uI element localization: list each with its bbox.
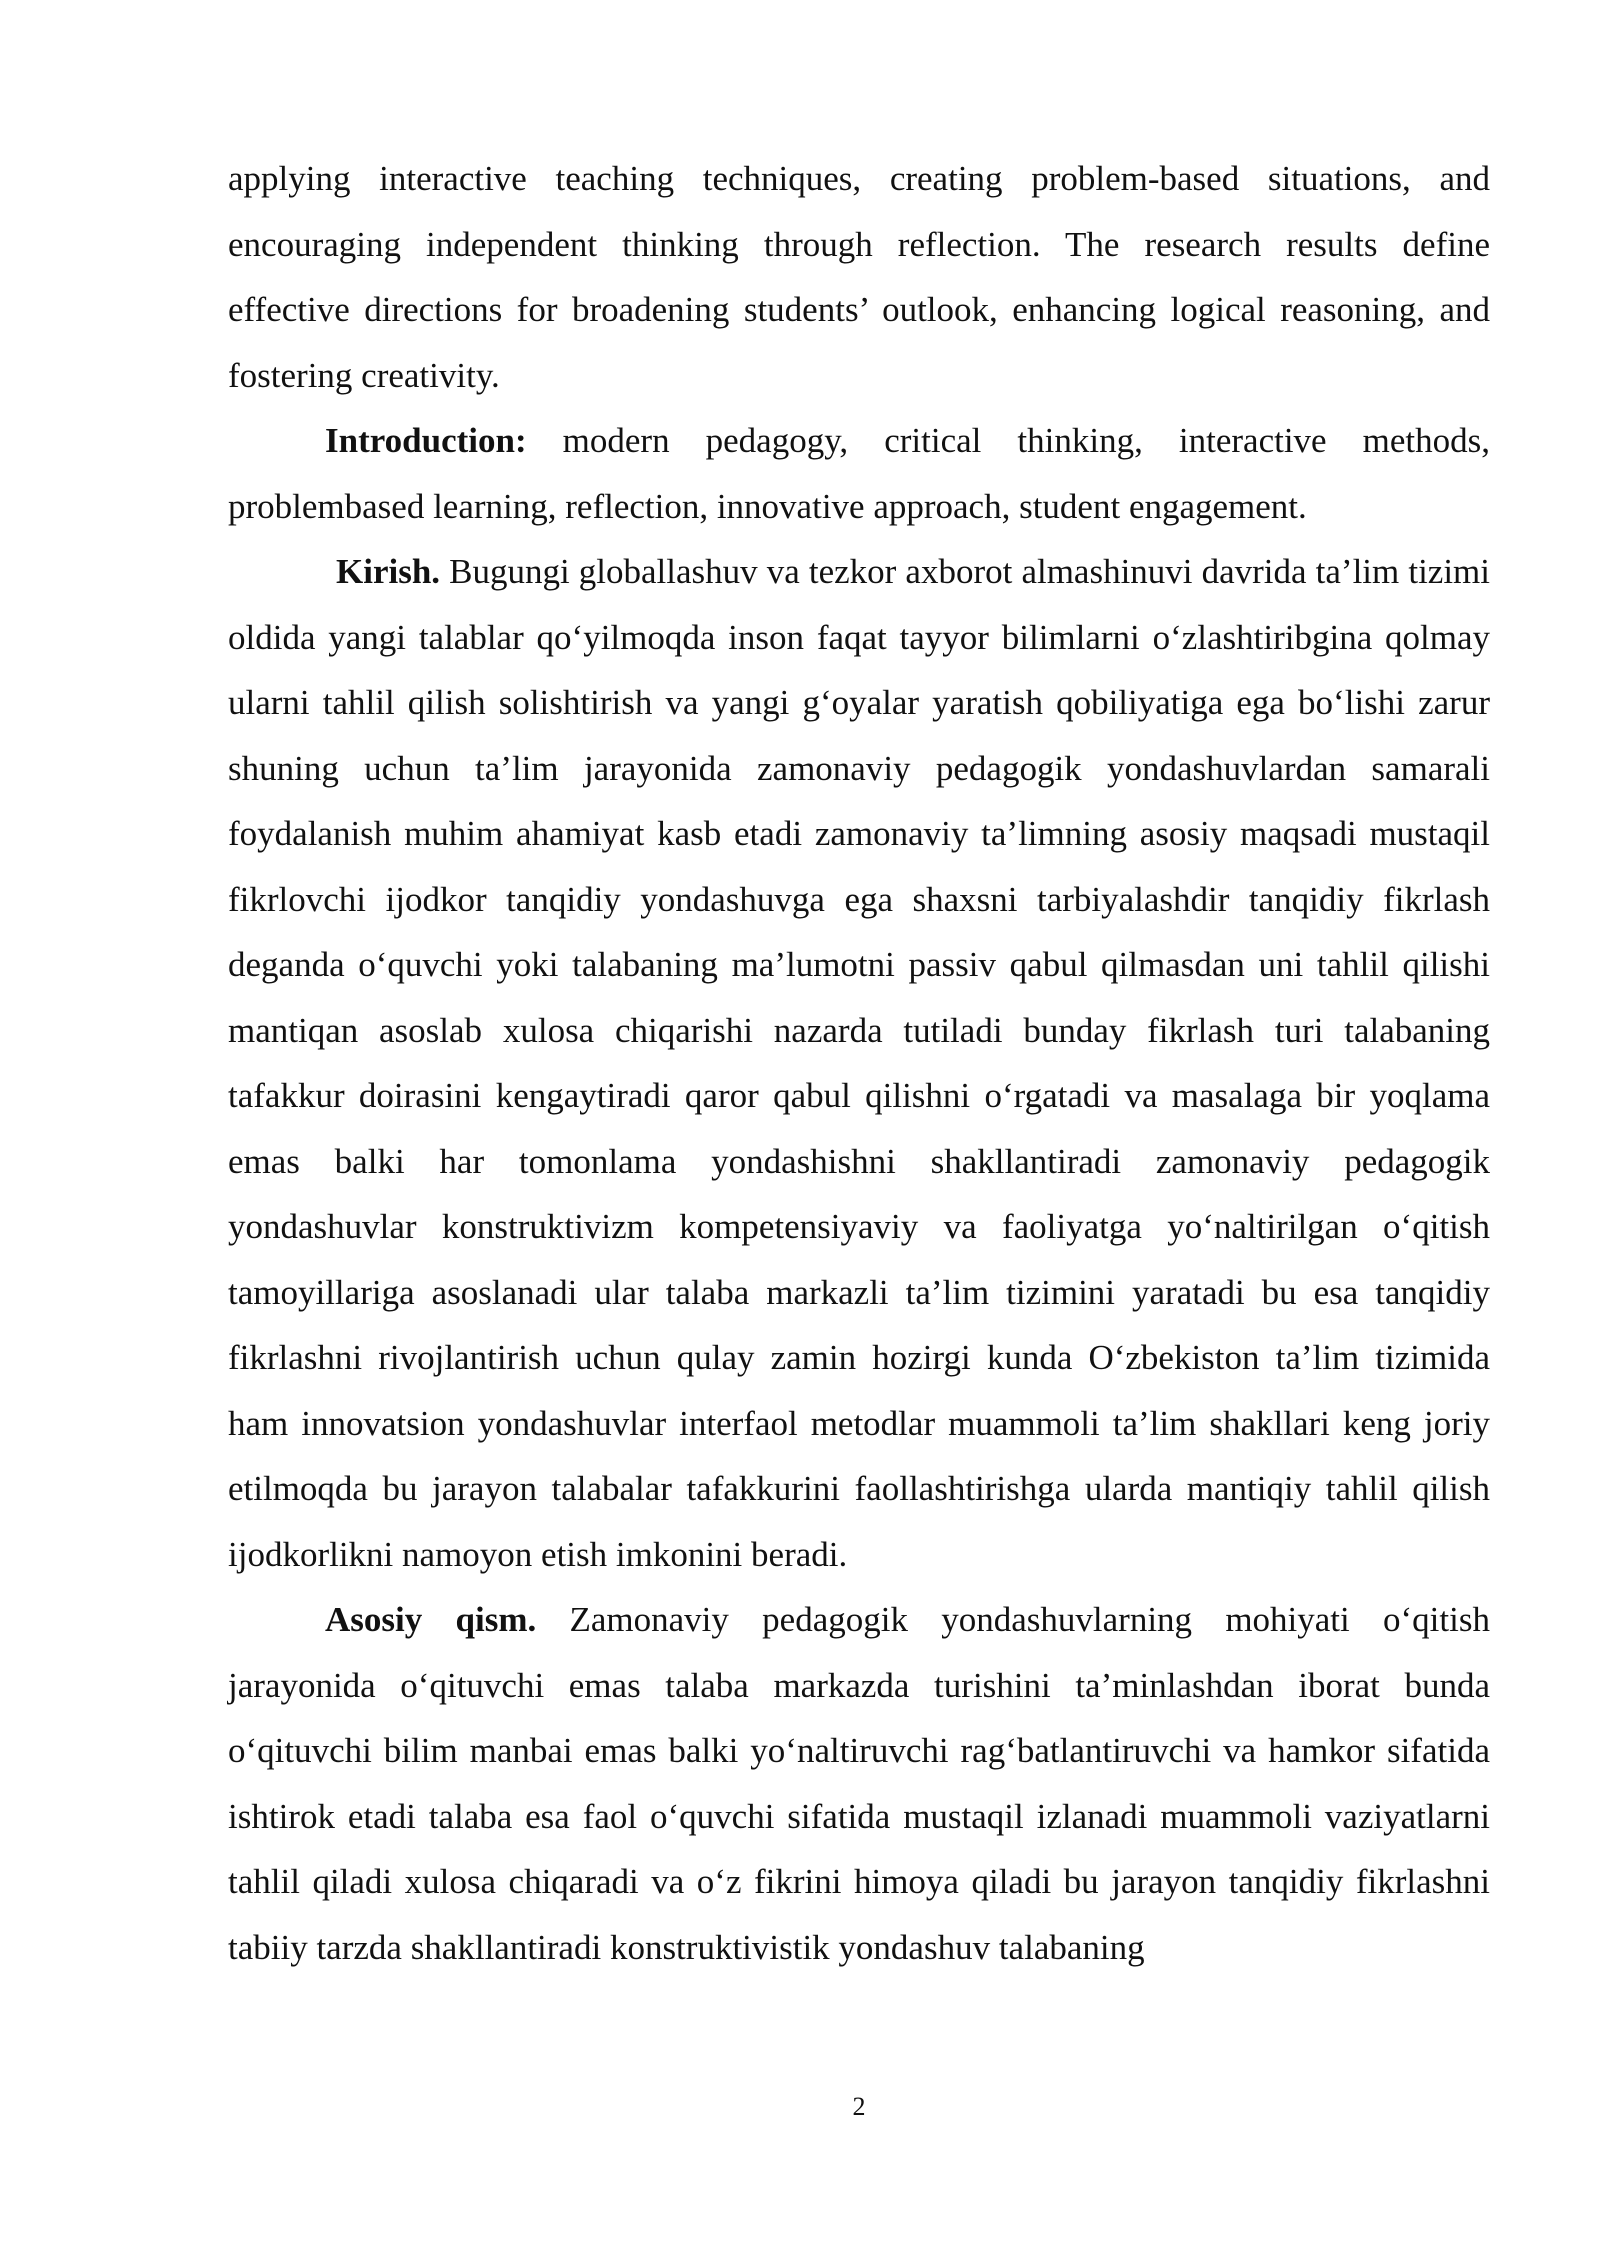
paragraph-abstract-continuation	[228, 146, 1490, 408]
paragraph-lead: Kirish.	[336, 552, 441, 591]
paragraph-lead: Introduction:	[325, 421, 527, 460]
paragraph-lead: Asosiy qism.	[325, 1600, 537, 1639]
paragraph-text: modern pedagogy, critical thinking, interactive methods, problembased learning, reflection, innovative approach, student engagement.	[228, 421, 1490, 526]
paragraph-text: applying interactive teaching techniques, creating problem-based situations, and encouraging independent thinking through reflection. The research results define effective directions for broadening students’ outlook, enhancing logical reasoning, and fostering creativity.	[228, 159, 1490, 395]
paragraph-introduction-keywords	[228, 408, 1490, 539]
body-text	[228, 146, 1490, 1980]
paragraph-asosiy-qism	[228, 1587, 1490, 1980]
paragraph-kirish	[228, 539, 1490, 1587]
paragraph-text: Bugungi globallashuv va tezkor axborot almashinuvi davrida ta’lim tizimi oldida yangi talablar qo‘yilmoqda inson faqat tayyor bilimlarni o‘zlashtiribgina qolmay ularni tahlil qilish solishtirish va yangi g‘oyalar yaratish qobiliyatiga ega bo‘lishi zarur shuning uchun ta’lim jarayonida zamonaviy pedagogik yondashuvlardan samarali foydalanish muhim ahamiyat kasb etadi zamonaviy ta’limning asosiy maqsadi mustaqil fikrlovchi ijodkor tanqidiy yondashuvga ega shaxsni tarbiyalashdir tanqidiy fikrlash deganda o‘quvchi yoki talabaning ma’lumotni passiv qabul qilmasdan uni tahlil qilishi mantiqan asoslab xulosa chiqarishi nazarda tutiladi bunday fikrlash turi talabaning tafakkur doirasini kengaytiradi qaror qabul qilishni o‘rgatadi va masalaga bir yoqlama emas balki har tomonlama yondashishni shakllantiradi zamonaviy pedagogik yondashuvlar konstruktivizm kompetensiyaviy va faoliyatga yo‘naltirilgan o‘qitish tamoyillariga asoslanadi ular talaba markazli ta’lim tizimini yaratadi bu esa tanqidiy fikrlashni rivojlantirish uchun qulay zamin hozirgi kunda O‘zbekiston ta’lim tizimida ham innovatsion yondashuvlar interfaol metodlar muammoli ta’lim shakllari keng joriy etilmoqda bu jarayon talabalar tafakkurini faollashtirishga ularda mantiqiy tahlil qilish ijodkorlikni namoyon etish imkonini beradi.	[228, 552, 1490, 1574]
paragraph-text: Zamonaviy pedagogik yondashuvlarning mohiyati o‘qitish jarayonida o‘qituvchi emas talaba markazda turishini ta’minlashdan iborat bunda o‘qituvchi bilim manbai emas balki yo‘naltiruvchi rag‘batlantiruvchi va hamkor sifatida ishtirok etadi talaba esa faol o‘quvchi sifatida mustaqil izlanadi muammoli vaziyatlarni tahlil qiladi xulosa chiqaradi va o‘z fikrini himoya qiladi bu jarayon tanqidiy fikrlashni tabiiy tarzda shakllantiradi konstruktivistik yondashuv talabaning	[228, 1600, 1490, 1967]
page-number: 2	[852, 2092, 866, 2121]
